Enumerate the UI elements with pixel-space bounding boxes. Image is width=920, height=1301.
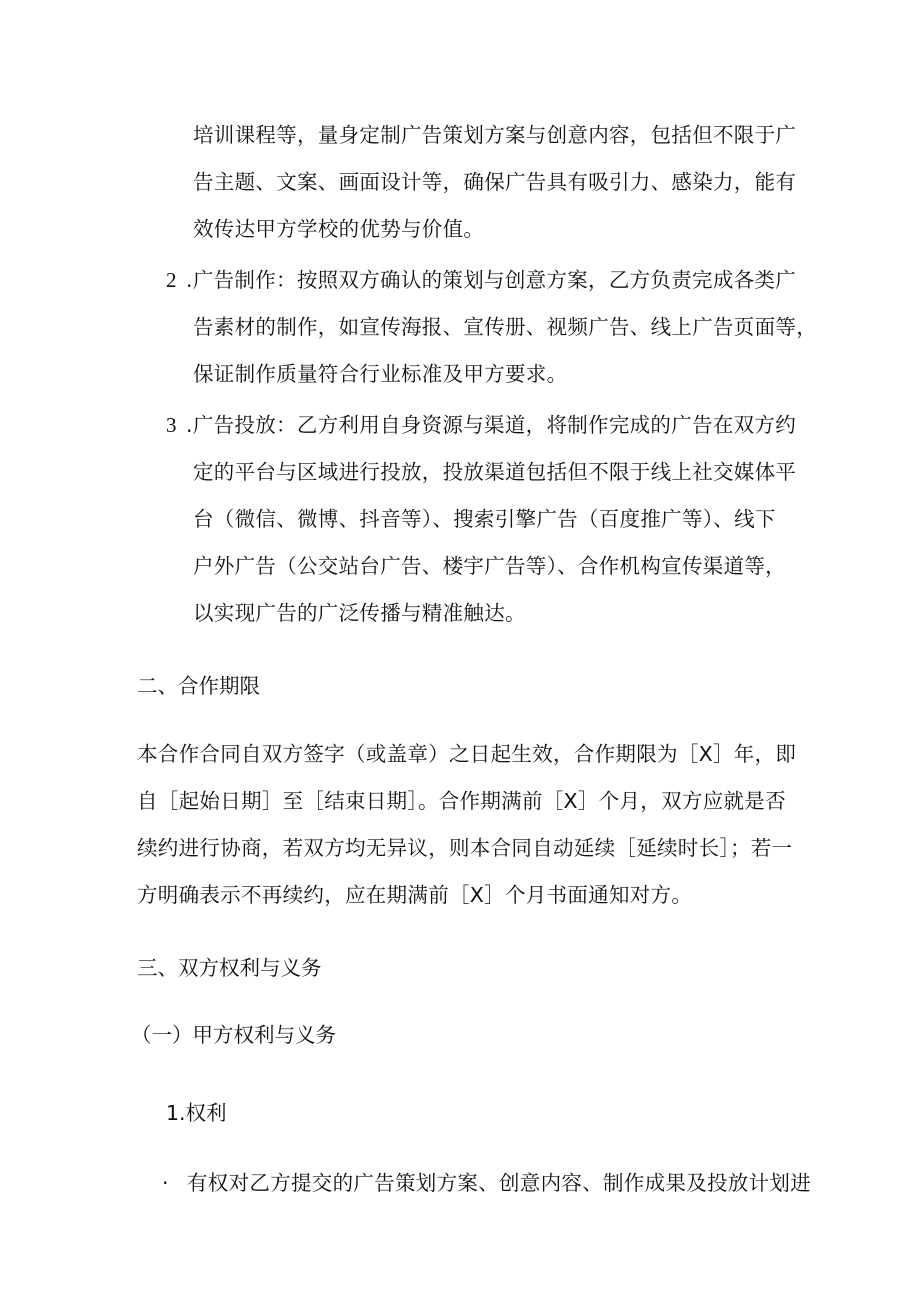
text-line: 效传达甲方学校的优势与价值。 — [193, 217, 485, 241]
list-number-2: 2 — [166, 268, 177, 292]
text-line: 以实现广告的广泛传播与精准触达。 — [193, 601, 526, 625]
text-line: 户外广告（公交站台广告、楼宇广告等）、合作机构宣传渠道等， — [193, 554, 786, 578]
section-heading-term: 二、合作期限 — [137, 674, 260, 698]
text-line: .广告制作：按照双方确认的策划与创意方案，乙方负责完成各类广 — [186, 268, 797, 292]
text-line: 定的平台与区域进行投放，投放渠道包括但不限于线上社交媒体平 — [193, 460, 797, 484]
list-item-ad-production — [186, 257, 817, 398]
text-line: 台（微信、微博、抖音等）、搜索引擎广告（百度推广等）、线下 — [193, 507, 776, 531]
section-heading-rights: 三、双方权利与义务 — [137, 956, 322, 980]
text-line: 自［起始日期］至［结束日期］。合作期满前［X］个月，双方应就是否 — [137, 789, 786, 813]
text-line: 告素材的制作，如宣传海报、宣传册、视频广告、线上广告页面等， — [193, 315, 817, 339]
text-line: .广告投放：乙方利用自身资源与渠道，将制作完成的广告在双方约 — [186, 413, 797, 437]
bullet-text — [187, 1160, 811, 1207]
paragraph-continuation — [193, 112, 796, 253]
subheading-party-a: （一）甲方权利与义务 — [131, 1023, 336, 1047]
text-line: 告主题、文案、画面设计等，确保广告具有吸引力、感染力，能有 — [193, 170, 797, 194]
list-item-ad-placement — [186, 402, 796, 637]
list-number-3: 3 — [166, 413, 177, 437]
text-line: 培训课程等，量身定制广告策划方案与创意内容，包括但不限于广 — [193, 123, 797, 147]
text-line: 方明确表示不再续约，应在期满前［X］个月书面通知对方。 — [137, 883, 693, 907]
sub-item-rights: 1.权利 — [166, 1101, 227, 1125]
paragraph-term — [137, 731, 796, 919]
text-line: 有权对乙方提交的广告策划方案、创意内容、制作成果及投放计划进 — [187, 1171, 811, 1195]
text-line: 本合作合同自双方签字（或盖章）之日起生效，合作期限为［X］年，即 — [137, 742, 797, 766]
bullet-dot: · — [162, 1171, 169, 1195]
text-line: 续约进行协商，若双方均无异议，则本合同自动延续［延续时长］；若一 — [137, 836, 793, 860]
text-line: 保证制作质量符合行业标准及甲方要求。 — [193, 362, 568, 386]
